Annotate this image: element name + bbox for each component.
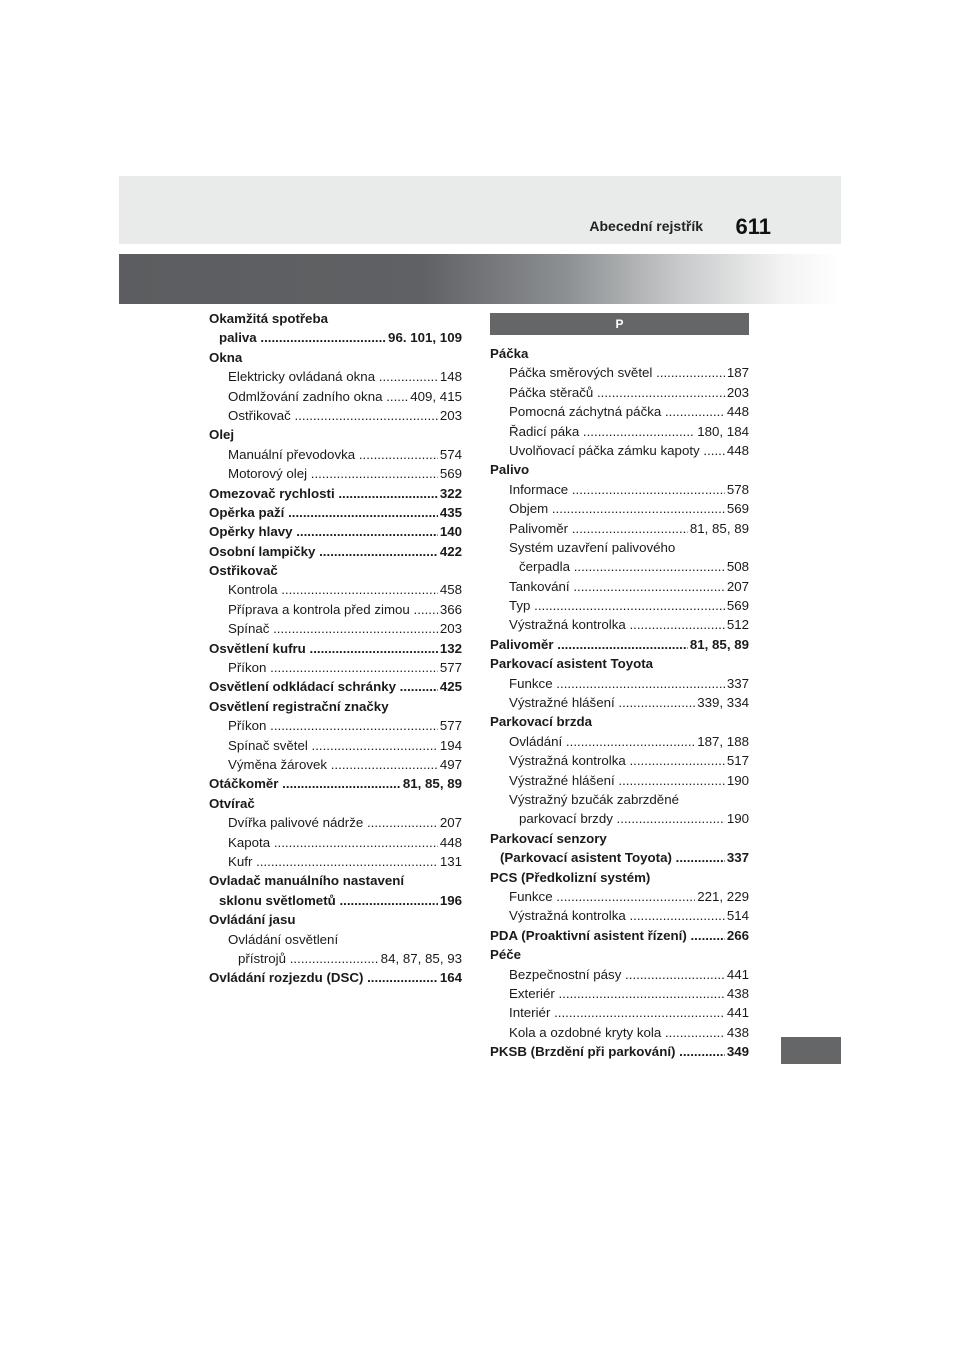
entry-pages: 148: [438, 367, 462, 386]
index-entry: [490, 460, 749, 479]
index-entry: [209, 736, 462, 755]
entry-text: Opěrka paží: [209, 504, 285, 520]
index-entry: [209, 542, 462, 561]
entry-text: (Parkovací asistent Toyota): [500, 850, 672, 866]
entry-text: Osobní lampičky: [209, 543, 316, 559]
entry-text: Systém uzavření palivového: [509, 539, 676, 555]
entry-text: Parkovací asistent Toyota: [490, 656, 654, 672]
index-entry: [490, 557, 749, 576]
entry-pages: 422: [438, 542, 462, 561]
entry-pages: 221, 229: [695, 887, 749, 906]
index-column-right: [490, 313, 749, 1061]
entry-pages: 266: [725, 926, 749, 945]
index-entry: [209, 813, 462, 832]
index-entry: [490, 383, 749, 402]
entry-pages: 366: [438, 600, 462, 619]
entry-text: Parkovací brzda: [490, 714, 592, 730]
entry-pages: 577: [438, 658, 462, 677]
index-entry: [490, 402, 749, 421]
index-entry: [490, 1042, 749, 1061]
entry-text: Manuální převodovka: [228, 446, 356, 462]
entry-text: Ostřikovač: [209, 563, 278, 579]
header-title: Abecední rejstřík: [589, 218, 703, 234]
index-entry: [209, 910, 462, 929]
side-tab: [781, 1037, 841, 1064]
entry-text: Funkce: [509, 675, 553, 691]
index-entry: [490, 809, 749, 828]
index-entry: [490, 771, 749, 790]
entry-text: čerpadla: [519, 559, 571, 575]
entry-pages: 81, 85, 89: [688, 519, 749, 538]
index-entry: [209, 309, 462, 328]
entry-text: PKSB (Brzdění při parkování): [490, 1044, 676, 1060]
index-entry: [209, 930, 462, 949]
entry-text: Exteriér: [509, 985, 555, 1001]
entry-pages: 81, 85, 89: [401, 774, 462, 793]
entry-pages: 81, 85, 89: [688, 635, 749, 654]
entry-text: Výstražná kontrolka: [509, 908, 626, 924]
index-entry: [209, 949, 462, 968]
entry-pages: 207: [725, 577, 749, 596]
index-entry: [490, 674, 749, 693]
entry-text: Omezovač rychlosti: [209, 485, 335, 501]
entry-pages: 458: [438, 580, 462, 599]
index-entry: [209, 484, 462, 503]
entry-text: Funkce: [509, 888, 553, 904]
entry-text: Typ: [509, 598, 531, 614]
index-entry: [490, 887, 749, 906]
index-entry: [490, 596, 749, 615]
entry-pages: 140: [438, 522, 462, 541]
entry-pages: 425: [438, 677, 462, 696]
entry-text: Objem: [509, 501, 549, 517]
index-entry: [209, 522, 462, 541]
entry-pages: 577: [438, 716, 462, 735]
index-entry: [490, 577, 749, 596]
index-entry: [490, 712, 749, 731]
entry-text: Kontrola: [228, 582, 278, 598]
entry-pages: 409, 415: [408, 387, 462, 406]
entry-text: Výstražná kontrolka: [509, 617, 626, 633]
entry-text: parkovací brzdy: [519, 811, 613, 827]
index-entry: [209, 580, 462, 599]
entry-text: Páčka: [490, 346, 529, 361]
entry-text: Palivoměr: [490, 636, 554, 652]
entry-text: Palivoměr: [509, 520, 569, 536]
entry-text: Páčka stěračů: [509, 384, 594, 400]
entry-text: Palivo: [490, 462, 530, 478]
entry-text: PDA (Proaktivní asistent řízení): [490, 927, 687, 943]
entry-text: Výstražné hlášení: [509, 695, 615, 711]
entry-pages: 514: [725, 906, 749, 925]
entry-text: Bezpečnostní pásy: [509, 966, 622, 982]
entry-text: Informace: [509, 481, 569, 497]
index-entry: [490, 363, 749, 382]
entry-text: Parkovací senzory: [490, 830, 607, 846]
index-entry: [209, 445, 462, 464]
entry-pages: 569: [438, 464, 462, 483]
entry-pages: 337: [725, 848, 749, 867]
index-entry: [490, 615, 749, 634]
entry-text: Ovládání jasu: [209, 912, 296, 928]
index-entry: [490, 945, 749, 964]
index-entry: [209, 561, 462, 580]
entry-text: Kufr: [228, 853, 253, 869]
index-entry: [490, 829, 749, 848]
index-entry: [209, 639, 462, 658]
index-entry: [209, 794, 462, 813]
index-entry: [490, 693, 749, 712]
entry-pages: 508: [725, 557, 749, 576]
index-entry: [209, 600, 462, 619]
entry-text: PCS (Předkolizní systém): [490, 869, 651, 885]
entry-text: Řadicí páka: [509, 423, 580, 439]
index-entry: [209, 503, 462, 522]
index-entry: [209, 677, 462, 696]
entry-pages: 190: [725, 771, 749, 790]
entry-pages: 512: [725, 615, 749, 634]
entry-text: Kola a ozdobné kryty kola: [509, 1024, 662, 1040]
entry-text: Motorový olej: [228, 466, 308, 482]
index-entry: [209, 425, 462, 444]
entry-text: Elektricky ovládaná okna: [228, 369, 376, 385]
index-entry: [490, 480, 749, 499]
entry-text: sklonu světlometů: [219, 892, 336, 908]
index-entry: [490, 441, 749, 460]
entry-pages: 569: [725, 596, 749, 615]
entry-text: Dvířka palivové nádrže: [228, 815, 364, 831]
index-entry: [490, 635, 749, 654]
page-number: 611: [735, 214, 771, 239]
entry-pages: 96. 101, 109: [386, 328, 462, 347]
entry-text: Ovládání rozjezdu (DSC): [209, 970, 364, 986]
section-letter-bar: P: [490, 313, 749, 335]
entry-pages: 131: [438, 852, 462, 871]
index-entry: [209, 755, 462, 774]
index-entry: [209, 852, 462, 871]
entry-pages: 517: [725, 751, 749, 770]
entry-pages: 438: [725, 1023, 749, 1042]
entry-pages: 84, 87, 85, 93: [379, 949, 462, 968]
entry-text: Výstražná kontrolka: [509, 753, 626, 769]
entry-pages: 207: [438, 813, 462, 832]
index-entry: [209, 968, 462, 987]
entry-text: Spínač světel: [228, 737, 308, 753]
entry-pages: 180, 184: [695, 422, 749, 441]
entry-pages: 203: [438, 619, 462, 638]
index-entry: [209, 387, 462, 406]
entry-pages: 203: [438, 406, 462, 425]
index-entry: [490, 538, 749, 557]
index-entry: [490, 984, 749, 1003]
entry-pages: 132: [438, 639, 462, 658]
index-entry: [209, 619, 462, 638]
index-entry: [209, 658, 462, 677]
index-entry: [209, 716, 462, 735]
entry-pages: 448: [725, 441, 749, 460]
index-entry: [490, 868, 749, 887]
entry-pages: 164: [438, 968, 462, 987]
entry-text: Ostřikovač: [228, 407, 291, 423]
entry-pages: 203: [725, 383, 749, 402]
entry-text: Páčka směrových světel: [509, 365, 653, 381]
index-entry: [209, 697, 462, 716]
entry-text: Otáčkoměr: [209, 776, 279, 792]
index-entry: [209, 367, 462, 386]
index-entry: [490, 654, 749, 673]
entry-text: Ovladač manuálního nastavení: [209, 873, 405, 889]
index-entry: [490, 965, 749, 984]
entry-text: Kapota: [228, 834, 271, 850]
entry-text: Tankování: [509, 578, 570, 594]
entry-text: Osvětlení odkládací schránky: [209, 679, 396, 695]
entry-pages: 196: [438, 891, 462, 910]
index-entry: [490, 906, 749, 925]
entry-text: Příprava a kontrola před zimou: [228, 601, 410, 617]
index-entry: [209, 348, 462, 367]
entry-text: Pomocná záchytná páčka: [509, 404, 662, 420]
entry-text: Výstražný bzučák zabrzděné: [509, 791, 679, 807]
entry-text: Olej: [209, 427, 235, 443]
entry-pages: 438: [725, 984, 749, 1003]
entry-text: paliva: [219, 330, 257, 346]
entry-text: Osvětlení kufru: [209, 640, 306, 656]
entry-text: Opěrky hlavy: [209, 524, 293, 540]
entry-text: Interiér: [509, 1005, 551, 1021]
index-entry: [209, 871, 462, 890]
entry-pages: 349: [725, 1042, 749, 1061]
page-header: [119, 176, 841, 244]
entry-text: Příkon: [228, 660, 267, 676]
entry-text: Otvírač: [209, 795, 255, 811]
entry-text: Péče: [490, 947, 522, 963]
entry-pages: 337: [725, 674, 749, 693]
entry-text: přístrojů: [238, 950, 287, 966]
entry-text: Okna: [209, 349, 243, 365]
index-entry: [209, 406, 462, 425]
entry-pages: 448: [725, 402, 749, 421]
entry-text: Ovládání: [509, 733, 563, 749]
index-entry: [490, 344, 749, 363]
entry-pages: 339, 334: [695, 693, 749, 712]
index-entry: [490, 732, 749, 751]
index-entry: [490, 499, 749, 518]
entry-text: Ovládání osvětlení: [228, 931, 339, 947]
entry-pages: 187: [725, 363, 749, 382]
index-entry: [209, 328, 462, 347]
entry-text: Osvětlení registrační značky: [209, 698, 389, 714]
header-banner: [119, 254, 841, 304]
entry-pages: 569: [725, 499, 749, 518]
index-entry: [490, 1003, 749, 1022]
index-entry: [490, 519, 749, 538]
entry-pages: 441: [725, 965, 749, 984]
entry-pages: 322: [438, 484, 462, 503]
index-entry: [490, 790, 749, 809]
index-entry: [209, 891, 462, 910]
index-entry: [490, 1023, 749, 1042]
entry-pages: 190: [725, 809, 749, 828]
entry-pages: 578: [725, 480, 749, 499]
index-entry: [490, 848, 749, 867]
index-entry: [209, 774, 462, 793]
entry-text: Spínač: [228, 621, 270, 637]
entry-text: Příkon: [228, 718, 267, 734]
entry-pages: 574: [438, 445, 462, 464]
index-column-left: [209, 309, 462, 988]
entry-text: Odmlžování zadního okna: [228, 388, 383, 404]
index-entry: [490, 751, 749, 770]
entry-text: Uvolňovací páčka zámku kapoty: [509, 442, 700, 458]
entry-pages: 435: [438, 503, 462, 522]
index-entry: [209, 464, 462, 483]
index-entry: [490, 926, 749, 945]
entry-pages: 448: [438, 833, 462, 852]
index-entry: [490, 422, 749, 441]
entry-text: Výměna žárovek: [228, 756, 328, 772]
entry-text: Výstražné hlášení: [509, 772, 615, 788]
entry-pages: 497: [438, 755, 462, 774]
entry-pages: 187, 188: [695, 732, 749, 751]
entry-pages: 194: [438, 736, 462, 755]
index-entry: [209, 833, 462, 852]
entry-text: Okamžitá spotřeba: [209, 311, 328, 326]
entry-pages: 441: [725, 1003, 749, 1022]
